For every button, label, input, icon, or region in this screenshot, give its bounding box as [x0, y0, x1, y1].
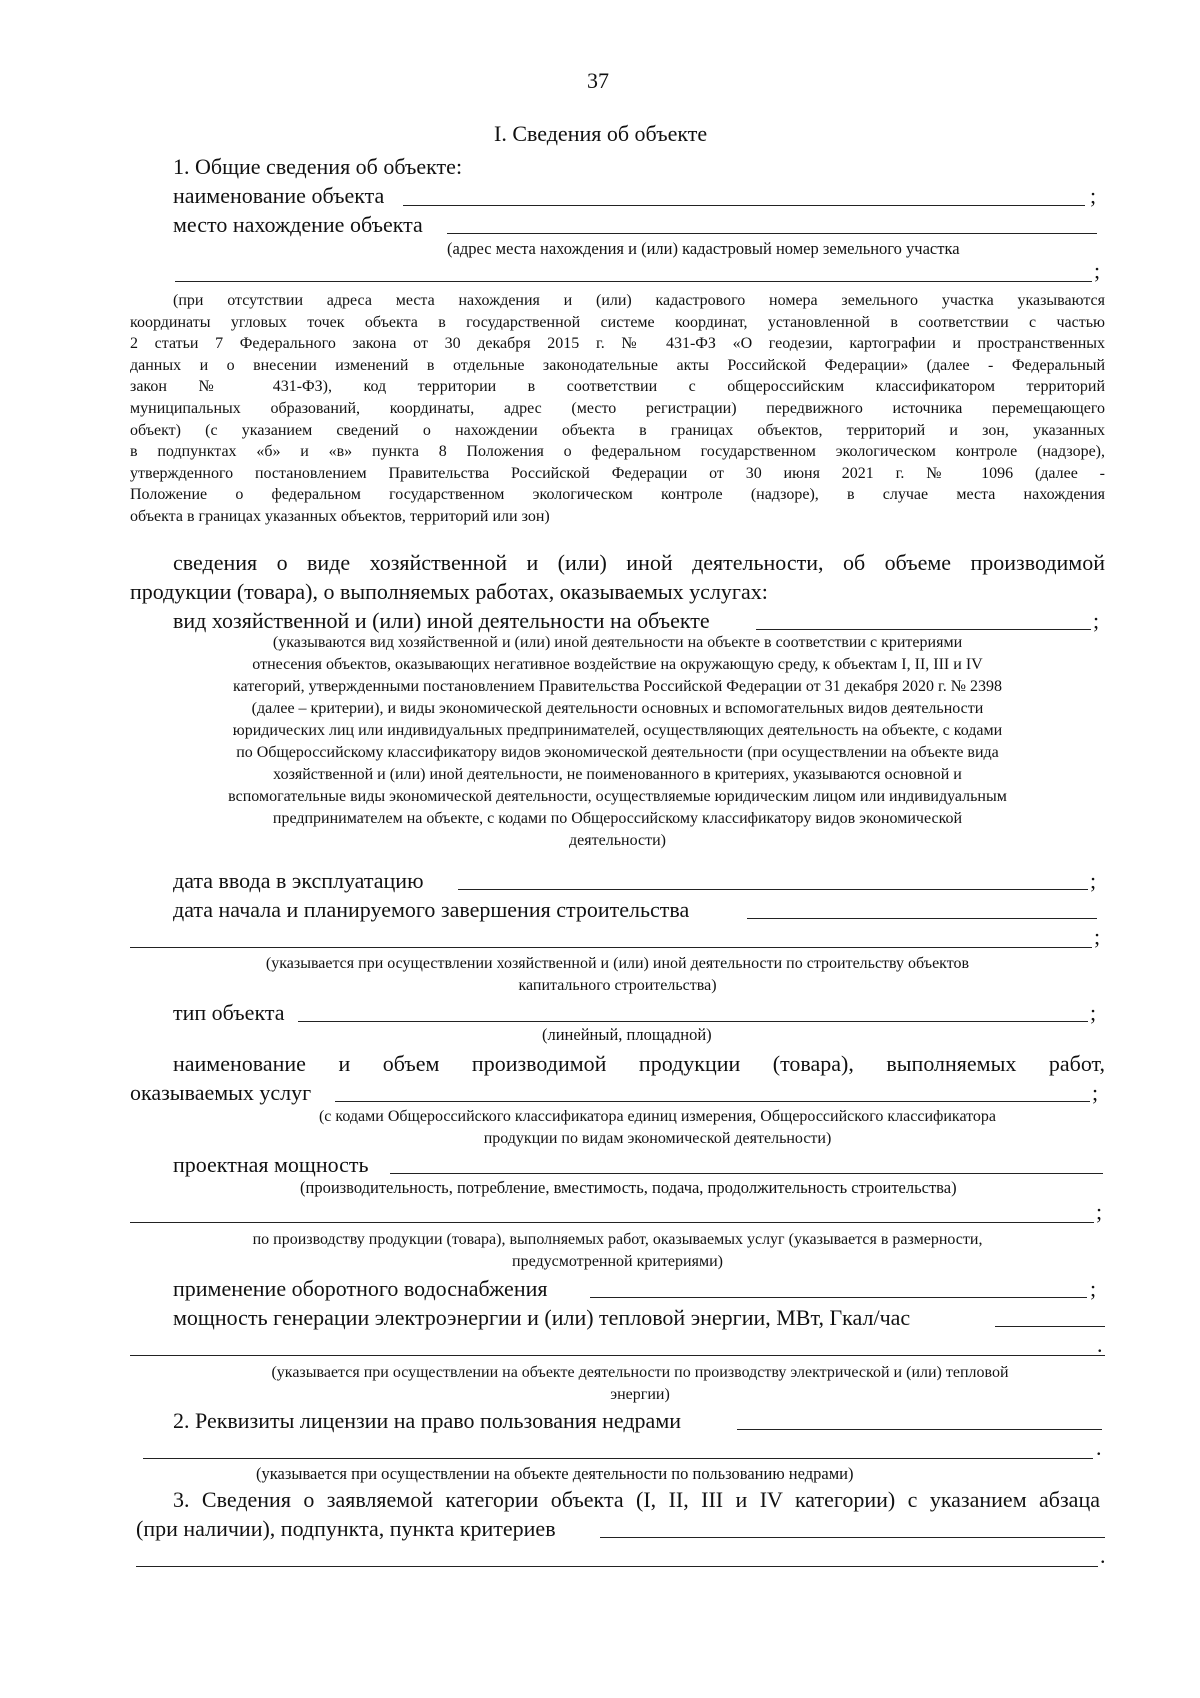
coords-note-line: объект) (с указанием сведений о нахождении объекта в границах объектов, территорий и зон, указанных — [130, 421, 1105, 439]
water-label: применение оборотного водоснабжения — [173, 1276, 548, 1301]
water-field[interactable] — [590, 1297, 1087, 1298]
object-name-label: наименование объекта — [173, 183, 385, 208]
activity-intro-line: продукции (товара), о выполняемых работах, оказываемых услугах: — [130, 579, 768, 604]
activity-hint — [130, 632, 1105, 852]
page-number: 37 — [587, 68, 609, 93]
license-field[interactable] — [737, 1429, 1102, 1430]
semicolon: ; — [1090, 1276, 1097, 1301]
construction-dates-field-2[interactable] — [130, 947, 1092, 948]
products-hint-line: (с кодами Общероссийского классификатора единиц измерения, Общероссийского классификатора — [318, 1108, 997, 1125]
coords-note-line: данных и о внесении изменений в отдельные законодательные акты Российской Федерации» (далее - Федеральный — [130, 356, 1105, 374]
semicolon: ; — [1090, 183, 1097, 208]
activity-hint-line: (указываются вид хозяйственной и (или) иной деятельности на объекте в соответствии с критериями — [272, 634, 963, 651]
semicolon: ; — [1094, 924, 1101, 949]
generation-hint-line: энергии) — [610, 1386, 670, 1403]
activity-type-label: вид хозяйственной и (или) иной деятельности на объекте — [173, 608, 710, 633]
capacity-label: проектная мощность — [173, 1152, 369, 1177]
coords-note-line: Положение о федеральном государственном экологическом контроле (надзоре), в случае места нахождения — [130, 486, 1105, 504]
generation-label: мощность генерации электроэнергии и (или) тепловой энергии, МВт, Гкал/час — [173, 1305, 911, 1330]
object-type-field[interactable] — [298, 1021, 1088, 1022]
activity-hint-line: категорий, утвержденными постановлением Правительства Российской Федерации от 31 декабря 2020 г. № 2398 — [233, 678, 1002, 695]
products-hint-line: продукции по видам экономической деятельности) — [483, 1130, 832, 1147]
activity-hint-line: деятельности) — [569, 832, 666, 849]
products-label-line: оказываемых услуг — [130, 1080, 312, 1105]
object-type-label: тип объекта — [173, 1000, 285, 1025]
products-hint — [210, 1106, 1105, 1150]
construction-dates-label: дата начала и планируемого завершения строительства — [173, 897, 690, 922]
capacity-field-2[interactable] — [130, 1222, 1094, 1223]
location-field-2[interactable] — [175, 281, 1092, 282]
construction-hint — [130, 953, 1105, 997]
activity-hint-line: вспомогательные виды экономической деятельности, осуществляемые юридическим лицом или индивидуальным — [228, 788, 1007, 805]
generation-field[interactable] — [995, 1326, 1105, 1327]
coords-note-line: в подпунктах «б» и «в» пункта 8 Положения о федеральном государственном экологическом контроле (надзоре), — [130, 443, 1105, 461]
license-field-2[interactable] — [143, 1458, 1093, 1459]
license-label: 2. Реквизиты лицензии на право пользования недрами — [173, 1408, 682, 1433]
construction-hint-line: (указывается при осуществлении хозяйственной и (или) иной деятельности по строительству объектов — [265, 955, 970, 972]
products-field[interactable] — [335, 1101, 1090, 1102]
coords-note-line: (при отсутствии адреса места нахождения и (или) кадастрового номера земельного участка указываются — [173, 292, 1105, 309]
location-label: место нахождение объекта — [173, 212, 423, 237]
activity-hint-line: по Общероссийскому классификатору видов экономической деятельности (при осуществлении на объекте вида — [236, 744, 999, 761]
object-type-hint: (линейный, площадной) — [542, 1025, 712, 1044]
coords-note-line: утвержденного постановлением Правительства Российской Федерации от 30 июня 2021 г. № 1096 (далее - — [130, 464, 1105, 482]
coords-note-line: координаты угловых точек объекта в государственной системе координат, установленной в соответствии с частью — [130, 313, 1105, 331]
period: . — [1097, 1332, 1103, 1357]
location-field[interactable] — [447, 233, 1097, 234]
coords-note-line: объекта в границах указанных объектов, территорий или зон) — [130, 507, 550, 525]
activity-hint-line: (далее – критерии), и виды экономической деятельности основных и вспомогательных видов деятельности — [251, 700, 984, 717]
general-heading: 1. Общие сведения об объекте: — [173, 154, 463, 179]
capacity-hint-line: по производству продукции (товара), выполняемых работ, оказываемых услуг (указывается в размерности, — [252, 1231, 983, 1248]
semicolon: ; — [1093, 608, 1100, 633]
coords-note-line: муниципальных образований, координаты, адрес (место регистрации) передвижного источника перемещающего — [130, 399, 1105, 417]
license-hint: (указывается при осуществлении на объекте деятельности по пользованию недрами) — [256, 1464, 854, 1483]
object-name-field[interactable] — [403, 205, 1085, 206]
coords-note-line: закон № 431-ФЗ), код территории в соответствии с общероссийским классификатором территорий — [130, 378, 1105, 396]
activity-type-field[interactable] — [756, 629, 1091, 630]
coords-note — [130, 290, 1105, 528]
semicolon: ; — [1092, 1080, 1099, 1105]
semicolon: ; — [1094, 258, 1101, 283]
semicolon: ; — [1096, 1199, 1103, 1224]
activity-hint-line: отнесения объектов, оказывающих негативное воздействие на окружающую среду, к объектам I, II, III и IV — [252, 656, 983, 673]
activity-hint-line: хозяйственной и (или) иной деятельности, не поименованного в критериях, указываются основной и — [273, 766, 962, 783]
activity-hint-line: юридических лиц или индивидуальных предпринимателей, осуществляющих деятельность на объекте, с кодами — [232, 722, 1003, 739]
location-hint: (адрес места нахождения и (или) кадастровый номер земельного участка — [447, 239, 960, 258]
semicolon: ; — [1090, 1000, 1097, 1025]
activity-hint-line: предпринимателем на объекте, с кодами по Общероссийскому классификатору видов экономической — [272, 810, 963, 827]
generation-field-2[interactable] — [130, 1355, 1105, 1356]
construction-dates-field[interactable] — [747, 918, 1097, 919]
commission-date-label: дата ввода в эксплуатацию — [173, 868, 424, 893]
category-field[interactable] — [600, 1537, 1105, 1538]
products-label-line: наименование и объем производимой продукции (товара), выполняемых работ, — [173, 1051, 1105, 1076]
capacity-field[interactable] — [390, 1173, 1103, 1174]
construction-hint-line: капитального строительства) — [518, 977, 717, 994]
section-title: I. Сведения об объекте — [494, 121, 708, 146]
capacity-hint-line: предусмотренной критериями) — [512, 1253, 723, 1270]
capacity-hint: (производительность, потребление, вместимость, подача, продолжительность строительства) — [300, 1178, 957, 1197]
coords-note-line: 2 статьи 7 Федерального закона от 30 декабря 2015 г. № 431-ФЗ «О геодезии, картографии и пространственных — [130, 335, 1105, 353]
period: . — [1096, 1435, 1102, 1460]
capacity-hint-2 — [130, 1229, 1105, 1273]
category-line: (при наличии), подпункта, пункта критериев — [136, 1516, 556, 1541]
category-line: 3. Сведения о заявляемой категории объекта (I, II, III и IV категории) с указанием абзаца — [173, 1487, 1100, 1512]
commission-date-field[interactable] — [458, 889, 1088, 890]
category-field-2[interactable] — [136, 1566, 1098, 1567]
generation-hint — [175, 1362, 1105, 1406]
activity-intro-line: сведения о виде хозяйственной и (или) иной деятельности, об объеме производимой — [173, 550, 1105, 575]
period: . — [1100, 1543, 1106, 1568]
semicolon: ; — [1090, 868, 1097, 893]
generation-hint-line: (указывается при осуществлении на объекте деятельности по производству электрической и (или) тепловой — [271, 1364, 1009, 1381]
